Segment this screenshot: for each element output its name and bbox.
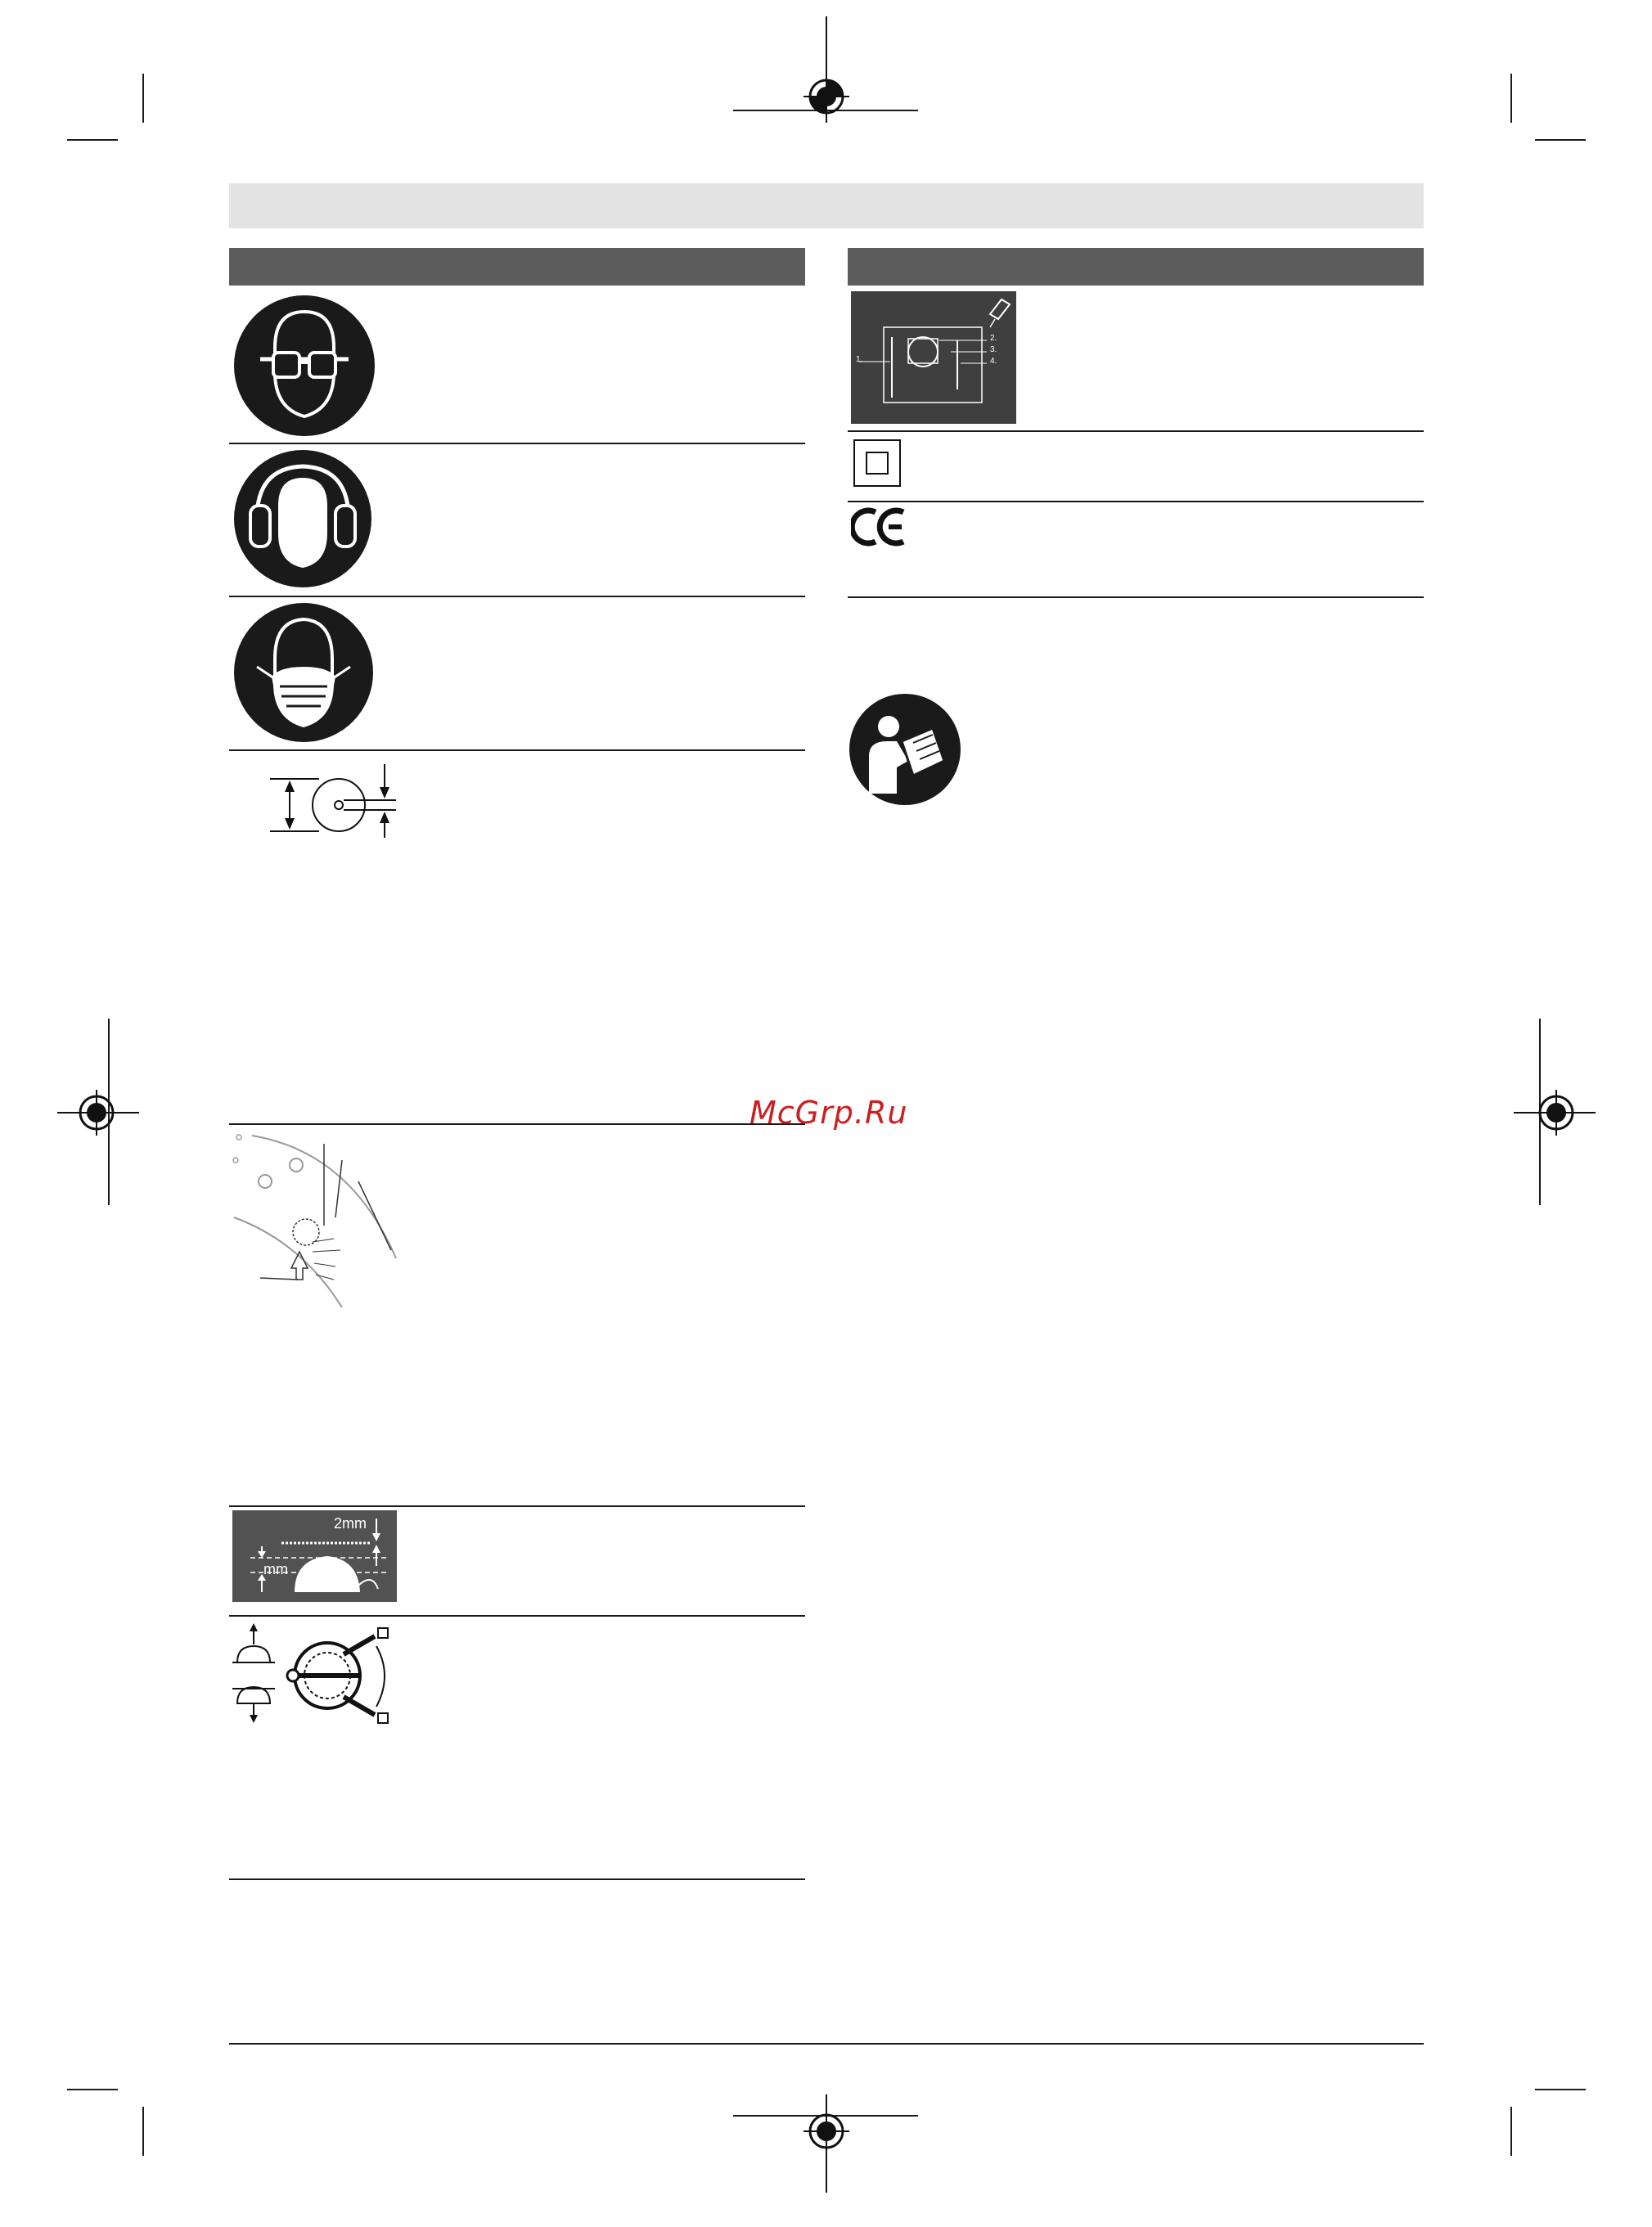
registration-target-bottom	[794, 2094, 859, 2225]
right-column-header	[848, 248, 1424, 286]
safety-goggles-icon	[232, 294, 376, 438]
row-divider	[848, 596, 1424, 598]
ear-protection-icon	[232, 448, 373, 589]
row-divider	[848, 501, 1424, 502]
ce-mark-icon	[851, 507, 908, 547]
read-manual-icon	[848, 692, 962, 807]
row-divider	[229, 749, 805, 751]
row-divider	[229, 596, 805, 597]
registration-target-right	[1514, 1080, 1596, 1145]
dust-mask-icon	[232, 601, 375, 744]
blade-dimensions-icon	[262, 761, 401, 839]
lubrication-callout-1: 1.	[856, 355, 863, 364]
row-divider	[229, 443, 805, 444]
cutting-depth-label-side: mm	[263, 1561, 288, 1577]
row-divider	[229, 1123, 805, 1125]
lubrication-points-icon	[851, 291, 1016, 424]
cutting-depth-label-top: 2mm	[334, 1515, 367, 1532]
lubrication-callout-3: 3.	[990, 345, 997, 354]
blade-marking-icon	[227, 1127, 407, 1307]
row-divider	[848, 430, 1424, 432]
registration-target-top	[794, 0, 859, 131]
blade-guard-lock-icon	[229, 1622, 393, 1728]
row-divider	[229, 1505, 805, 1507]
protection-class-ii-icon	[853, 439, 901, 487]
row-divider	[229, 1878, 805, 1880]
cutting-depth-icon	[232, 1510, 397, 1602]
lubrication-callout-4: 4.	[990, 357, 997, 366]
page-header-band	[229, 183, 1424, 228]
page-bottom-rule	[229, 2043, 1424, 2045]
lubrication-callout-2: 2.	[990, 334, 997, 343]
registration-target-left	[57, 1080, 139, 1145]
watermark-text: McGrp.Ru	[749, 1095, 908, 1131]
left-column-header	[229, 248, 805, 286]
row-divider	[229, 1615, 805, 1617]
